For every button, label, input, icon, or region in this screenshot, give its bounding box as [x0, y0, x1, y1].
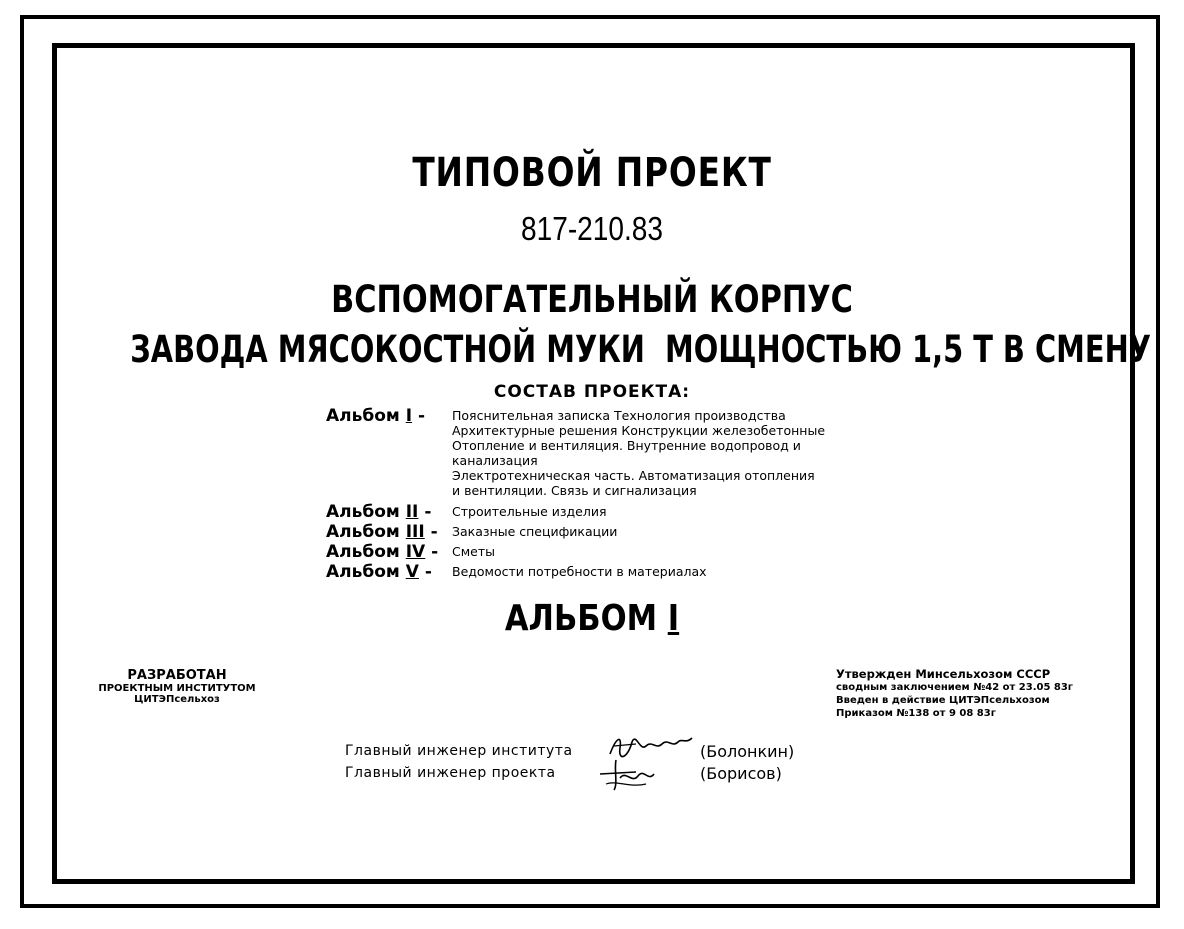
album-3-description: Заказные спецификации	[452, 524, 618, 539]
engineer-2-role: Главный инженер проекта	[345, 765, 556, 781]
approval-line2: сводным заключением №42 от 23.05 83г	[836, 682, 1074, 693]
project-name-line1: ВСПОМОГАТЕЛЬНЫЙ КОРПУС	[331, 278, 853, 321]
approval-line1: Утвержден Минсельхозом СССР	[836, 667, 1051, 681]
album-2-description: Строительные изделия	[452, 504, 607, 519]
approval-line3: Введен в действие ЦИТЭПсельхозом	[836, 695, 1050, 706]
project-name-line2: ЗАВОДА МЯСОКОСТНОЙ МУКИ МОЩНОСТЬЮ 1,5 Т В СМЕНУ	[130, 328, 1152, 371]
current-album: АЛЬБОМ I	[504, 598, 680, 639]
album-1-description: Пояснительная записка Технология производства Архитектурные решения Конструкции железобетонные Отопление и вентиляция. Внутренние водопровод и канализация Электротехническая часть. Автоматизация отопления и вентиляции. Связь и сигнализация	[452, 408, 826, 498]
album-2-label: Альбом II -	[326, 502, 432, 522]
album-4-number: IV	[405, 542, 426, 562]
album-4-label: Альбом IV -	[326, 542, 439, 562]
composition-heading: СОСТАВ ПРОЕКТА:	[493, 382, 691, 402]
album-2-number: II	[405, 502, 419, 522]
approval-block	[836, 668, 1073, 720]
developer-block	[90, 668, 264, 705]
signature-2-icon	[596, 754, 666, 794]
project-code: 817-210.83	[521, 210, 663, 247]
album-1-number: I	[405, 406, 413, 426]
album-4-description: Сметы	[452, 544, 495, 559]
developer-line1: РАЗРАБОТАН	[127, 668, 227, 683]
album-1-label: Альбом I -	[326, 406, 426, 426]
current-album-number: I	[667, 598, 680, 639]
album-5-number: V	[405, 562, 419, 582]
album-5-label: Альбом V -	[326, 562, 432, 582]
developer-line3: ЦИТЭПсельхоз	[134, 694, 220, 705]
engineer-1-name: (Болонкин)	[700, 742, 795, 761]
engineer-2-name: (Борисов)	[700, 764, 782, 783]
album-3-label: Альбом III -	[326, 522, 438, 542]
album-3-number: III	[405, 522, 425, 542]
approval-line4: Приказом №138 от 9 08 83г	[836, 708, 996, 719]
album-5-description: Ведомости потребности в материалах	[452, 564, 707, 579]
developer-line2: ПРОЕКТНЫМ ИНСТИТУТОМ	[98, 683, 256, 694]
engineer-1-role: Главный инженер института	[345, 743, 573, 759]
document-title: ТИПОВОЙ ПРОЕКТ	[412, 150, 772, 196]
